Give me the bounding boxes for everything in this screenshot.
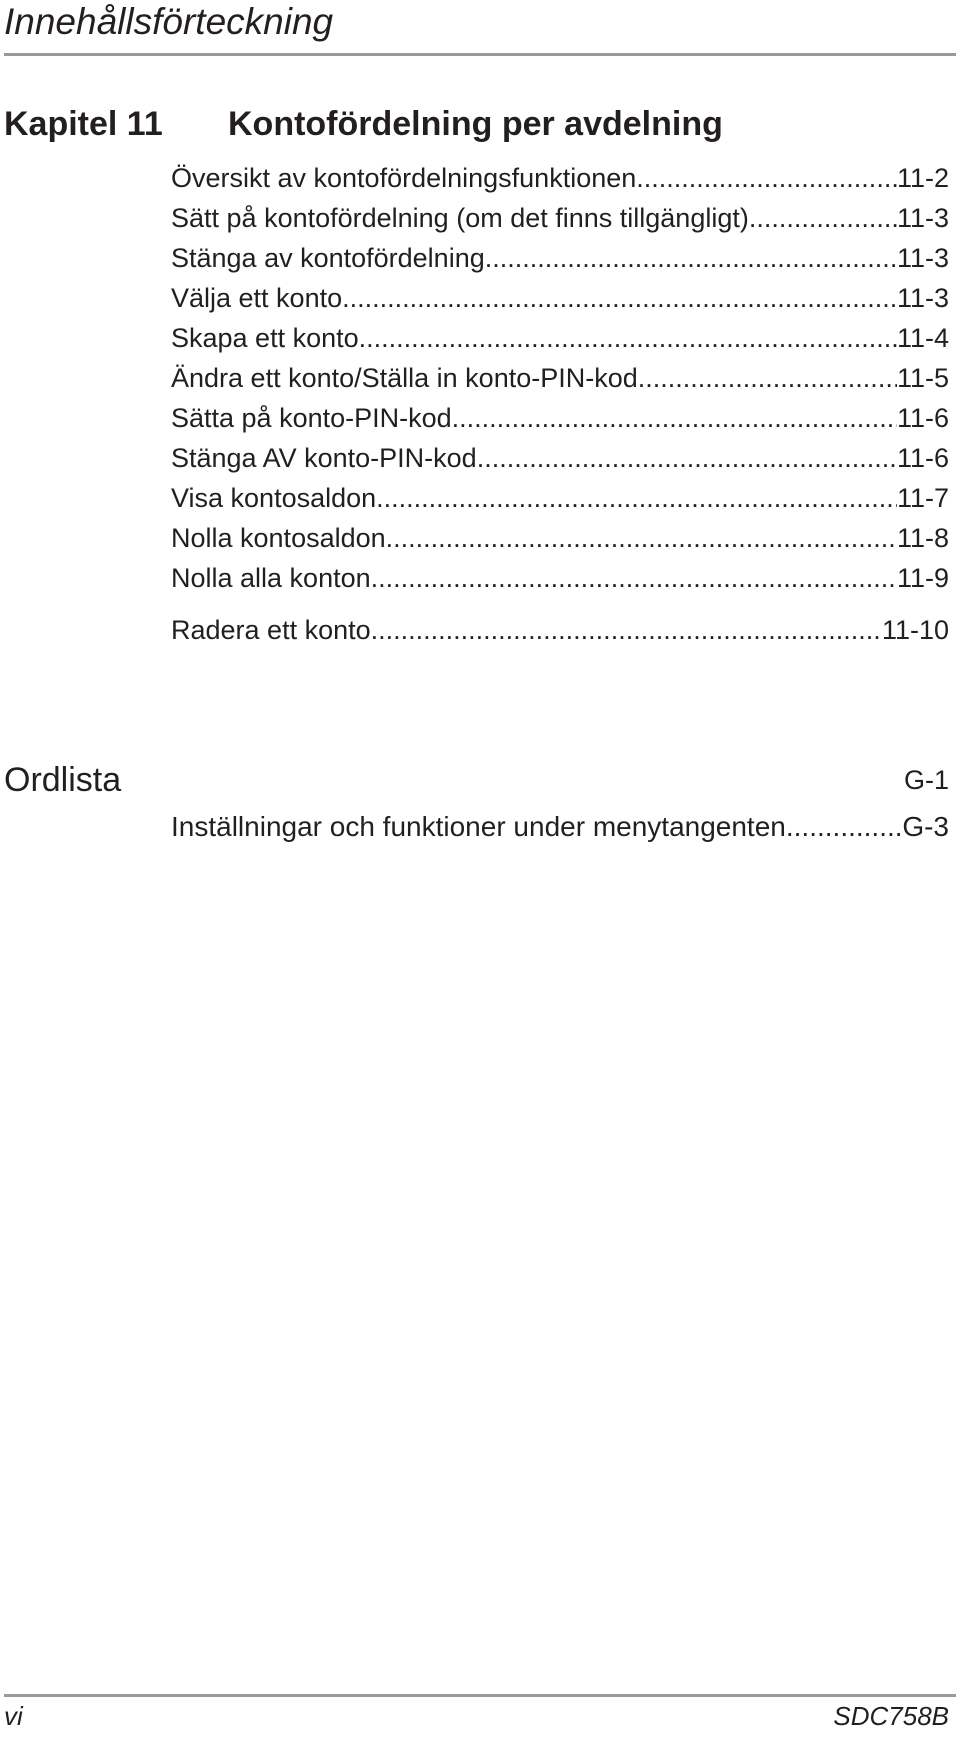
dot-leader — [636, 160, 897, 196]
dot-leader — [786, 808, 902, 846]
toc-entry-title: Stänga av kontofördelning — [171, 243, 485, 273]
toc-entry[interactable] — [171, 320, 949, 356]
bottom-divider — [4, 1694, 956, 1697]
toc-entry-title: Översikt av kontofördelningsfunktionen — [171, 163, 637, 193]
dot-leader — [359, 320, 897, 356]
toc-entry-title: Ändra ett konto/Ställa in konto-PIN-kod — [171, 363, 638, 393]
toc-entry-title: Skapa ett konto — [171, 323, 359, 353]
toc-entry-page: 11-5 — [896, 363, 949, 393]
toc-entry-title: Visa kontosaldon — [171, 483, 377, 513]
toc-entry-page: 11-2 — [896, 163, 949, 193]
toc-entry-page: 11-6 — [896, 403, 949, 433]
chapter-title: Kontofördelning per avdelning — [228, 105, 723, 143]
toc-entry-title: Inställningar och funktioner under menytangenten — [171, 811, 786, 842]
dot-leader — [485, 240, 897, 276]
chapter-label: Kapitel 11 — [4, 105, 163, 143]
toc-entry-page: 11-3 — [896, 203, 949, 233]
dot-leader — [638, 360, 897, 396]
toc-entry[interactable] — [171, 440, 949, 476]
dot-leader — [477, 440, 897, 476]
footer-model-code: SDC758B — [833, 1701, 949, 1731]
toc-entry-title: Sätta på konto-PIN-kod — [171, 403, 452, 433]
toc-entry[interactable] — [171, 160, 949, 196]
toc-entry[interactable] — [171, 520, 949, 556]
dot-leader — [749, 200, 897, 236]
dot-leader — [371, 612, 882, 648]
toc-entry-page: 11-10 — [881, 615, 949, 645]
top-divider — [4, 53, 956, 56]
toc-entry-page: 11-9 — [896, 563, 949, 593]
toc-entry-title: Välja ett konto — [171, 283, 343, 313]
toc-entry-title: Nolla kontosaldon — [171, 523, 386, 553]
toc-entry[interactable] — [171, 360, 949, 396]
glossary-page: G-1 — [903, 765, 949, 795]
toc-entry-title: Nolla alla konton — [171, 563, 371, 593]
toc-entry-page: 11-4 — [896, 323, 949, 353]
dot-leader — [386, 520, 897, 556]
toc-entry[interactable] — [171, 240, 949, 276]
toc-entry[interactable] — [171, 280, 949, 316]
toc-entry[interactable] — [171, 480, 949, 516]
toc-entry-title: Stänga AV konto-PIN-kod — [171, 443, 477, 473]
toc-entry-page: 11-8 — [896, 523, 949, 553]
glossary-heading[interactable] — [4, 758, 949, 802]
toc-entry[interactable] — [171, 400, 949, 436]
page-title: Innehållsförteckning — [4, 1, 334, 42]
dot-leader — [376, 480, 897, 516]
footer-page-number: vi — [4, 1701, 23, 1731]
toc-entry-page: 11-7 — [896, 483, 949, 513]
dot-leader — [371, 560, 897, 596]
dot-leader — [342, 280, 897, 316]
toc-entry[interactable] — [171, 200, 949, 236]
dot-leader — [452, 400, 897, 436]
glossary-toc-entry[interactable] — [171, 808, 949, 846]
toc-entry-page: G-3 — [902, 811, 949, 842]
toc-entry[interactable] — [171, 560, 949, 596]
toc-entry-title: Sätt på kontofördelning (om det finns tillgängligt) — [171, 203, 749, 233]
toc-entry-page: 11-6 — [896, 443, 949, 473]
toc-entry-page: 11-3 — [896, 243, 949, 273]
toc-entry[interactable] — [171, 612, 949, 648]
glossary-title: Ordlista — [4, 761, 122, 799]
toc-entry-title: Radera ett konto — [171, 615, 371, 645]
toc-entry-page: 11-3 — [896, 283, 949, 313]
